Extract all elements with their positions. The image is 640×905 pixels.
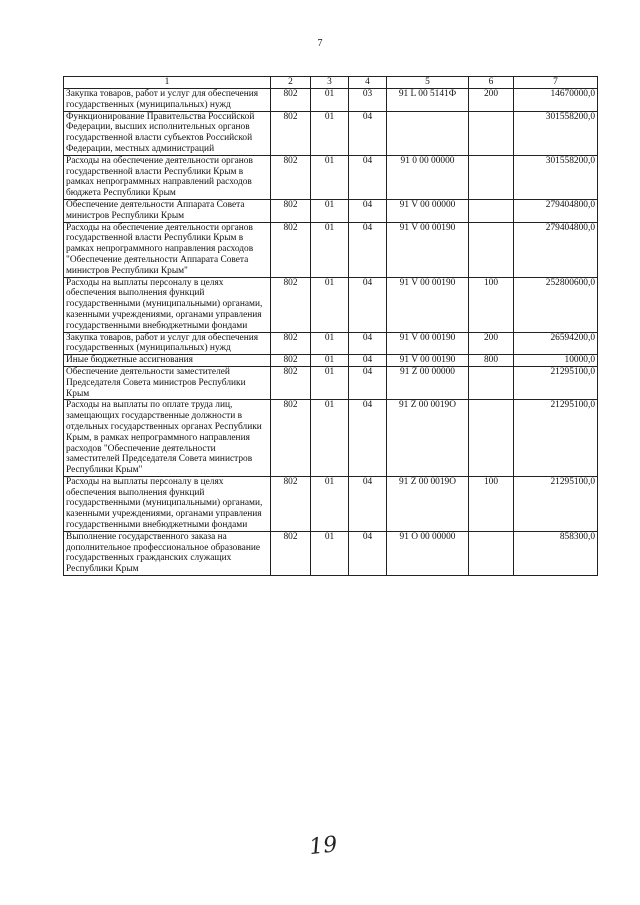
row-section-cell: 01 <box>311 222 349 277</box>
table-row <box>64 111 598 155</box>
row-subsection-cell: 04 <box>349 199 387 222</box>
table-row <box>64 222 598 277</box>
row-amount-cell: 301558200,0 <box>514 155 598 199</box>
row-grbs-cell: 802 <box>271 400 311 477</box>
row-subsection-cell: 04 <box>349 111 387 155</box>
row-expense-type-cell <box>469 222 514 277</box>
row-target-article-cell <box>387 111 469 155</box>
table-row <box>64 531 598 575</box>
row-expense-type-cell: 100 <box>469 476 514 531</box>
row-subsection-cell: 04 <box>349 355 387 367</box>
row-grbs-cell: 802 <box>271 89 311 112</box>
table-row <box>64 366 598 399</box>
row-name-cell: Обеспечение деятельности Аппарата Совета министров Республики Крым <box>64 199 271 222</box>
row-name-cell: Расходы на выплаты персоналу в целях обеспечения выполнения функций государственными (муниципальными) органами, казенными учреждениями, органами управления государственными внебюджетными фондами <box>64 277 271 332</box>
row-expense-type-cell <box>469 366 514 399</box>
row-subsection-cell: 04 <box>349 476 387 531</box>
row-expense-type-cell: 800 <box>469 355 514 367</box>
table-row <box>64 476 598 531</box>
row-section-cell: 01 <box>311 400 349 477</box>
handwritten-page-mark: 19 <box>308 832 339 861</box>
row-expense-type-cell <box>469 531 514 575</box>
page-number: 7 <box>317 38 323 49</box>
header-cell: 1 <box>64 77 271 89</box>
row-grbs-cell: 802 <box>271 531 311 575</box>
row-name-cell: Иные бюджетные ассигнования <box>64 355 271 367</box>
row-target-article-cell: 91 Z 00 0019O <box>387 476 469 531</box>
row-name-cell: Выполнение государственного заказа на дополнительное профессиональное образование государственных гражданских служащих Республики Крым <box>64 531 271 575</box>
row-name-cell: Обеспечение деятельности заместителей Председателя Совета министров Республики Крым <box>64 366 271 399</box>
row-amount-cell: 26594200,0 <box>514 332 598 355</box>
row-subsection-cell: 03 <box>349 89 387 112</box>
row-section-cell: 01 <box>311 111 349 155</box>
row-name-cell: Функционирование Правительства Российской Федерации, высших исполнительных органов государственной власти субъектов Российской Федерации, местных администраций <box>64 111 271 155</box>
row-amount-cell: 858300,0 <box>514 531 598 575</box>
row-target-article-cell: 91 0 00 00000 <box>387 155 469 199</box>
row-target-article-cell: 91 V 00 00000 <box>387 199 469 222</box>
row-amount-cell: 14670000,0 <box>514 89 598 112</box>
row-grbs-cell: 802 <box>271 155 311 199</box>
header-cell: 2 <box>271 77 311 89</box>
row-target-article-cell: 91 V 00 00190 <box>387 222 469 277</box>
row-grbs-cell: 802 <box>271 366 311 399</box>
row-grbs-cell: 802 <box>271 111 311 155</box>
row-name-cell: Расходы на обеспечение деятельности органов государственной власти Республики Крым в рамках непрограммного направления расходов "Обеспечение деятельности Аппарата Совета министров Республики Крым" <box>64 222 271 277</box>
budget-table <box>63 76 598 576</box>
row-subsection-cell: 04 <box>349 400 387 477</box>
row-section-cell: 01 <box>311 332 349 355</box>
table-row <box>64 199 598 222</box>
row-target-article-cell: 91 V 00 00190 <box>387 355 469 367</box>
row-section-cell: 01 <box>311 277 349 332</box>
row-section-cell: 01 <box>311 155 349 199</box>
row-subsection-cell: 04 <box>349 531 387 575</box>
table-row <box>64 355 598 367</box>
header-cell: 7 <box>514 77 598 89</box>
row-grbs-cell: 802 <box>271 222 311 277</box>
table-row <box>64 277 598 332</box>
row-grbs-cell: 802 <box>271 277 311 332</box>
row-target-article-cell: 91 L 00 5141Ф <box>387 89 469 112</box>
row-grbs-cell: 802 <box>271 332 311 355</box>
row-name-cell: Расходы на обеспечение деятельности органов государственной власти Республики Крым в рамках непрограммных направлений расходов бюджета Республики Крым <box>64 155 271 199</box>
row-target-article-cell: 91 V 00 00190 <box>387 277 469 332</box>
row-amount-cell: 301558200,0 <box>514 111 598 155</box>
row-grbs-cell: 802 <box>271 476 311 531</box>
row-amount-cell: 279404800,0 <box>514 222 598 277</box>
table-row <box>64 400 598 477</box>
row-expense-type-cell: 200 <box>469 89 514 112</box>
row-name-cell: Закупка товаров, работ и услуг для обеспечения государственных (муниципальных) нужд <box>64 332 271 355</box>
row-amount-cell: 21295100,0 <box>514 366 598 399</box>
row-expense-type-cell <box>469 111 514 155</box>
row-subsection-cell: 04 <box>349 155 387 199</box>
row-section-cell: 01 <box>311 531 349 575</box>
row-expense-type-cell <box>469 400 514 477</box>
header-cell: 4 <box>349 77 387 89</box>
row-name-cell: Расходы на выплаты персоналу в целях обеспечения выполнения функций государственными (муниципальными) органами, казенными учреждениями, органами управления государственными внебюджетными фондами <box>64 476 271 531</box>
row-amount-cell: 252800600,0 <box>514 277 598 332</box>
row-section-cell: 01 <box>311 366 349 399</box>
row-subsection-cell: 04 <box>349 366 387 399</box>
row-section-cell: 01 <box>311 89 349 112</box>
row-subsection-cell: 04 <box>349 332 387 355</box>
header-row <box>64 77 598 89</box>
row-subsection-cell: 04 <box>349 277 387 332</box>
row-amount-cell: 21295100,0 <box>514 476 598 531</box>
row-section-cell: 01 <box>311 476 349 531</box>
row-target-article-cell: 91 V 00 00190 <box>387 332 469 355</box>
row-amount-cell: 21295100,0 <box>514 400 598 477</box>
header-cell: 6 <box>469 77 514 89</box>
row-grbs-cell: 802 <box>271 355 311 367</box>
header-cell: 3 <box>311 77 349 89</box>
row-grbs-cell: 802 <box>271 199 311 222</box>
row-expense-type-cell <box>469 155 514 199</box>
row-target-article-cell: 91 O 00 00000 <box>387 531 469 575</box>
row-target-article-cell: 91 Z 00 0019O <box>387 400 469 477</box>
table-row <box>64 155 598 199</box>
row-amount-cell: 279404800,0 <box>514 199 598 222</box>
header-cell: 5 <box>387 77 469 89</box>
row-name-cell: Закупка товаров, работ и услуг для обеспечения государственных (муниципальных) нужд <box>64 89 271 112</box>
table-row <box>64 332 598 355</box>
row-expense-type-cell: 100 <box>469 277 514 332</box>
row-subsection-cell: 04 <box>349 222 387 277</box>
row-section-cell: 01 <box>311 199 349 222</box>
row-amount-cell: 10000,0 <box>514 355 598 367</box>
row-expense-type-cell <box>469 199 514 222</box>
table-row <box>64 89 598 112</box>
row-section-cell: 01 <box>311 355 349 367</box>
row-target-article-cell: 91 Z 00 00000 <box>387 366 469 399</box>
row-expense-type-cell: 200 <box>469 332 514 355</box>
row-name-cell: Расходы на выплаты по оплате труда лиц, замещающих государственные должности в отдельных государственных органах Республики Крым, в рамках непрограммного направления расходов "Обеспечение деятельности заместителей Председателя Совета министров Республики Крым" <box>64 400 271 477</box>
